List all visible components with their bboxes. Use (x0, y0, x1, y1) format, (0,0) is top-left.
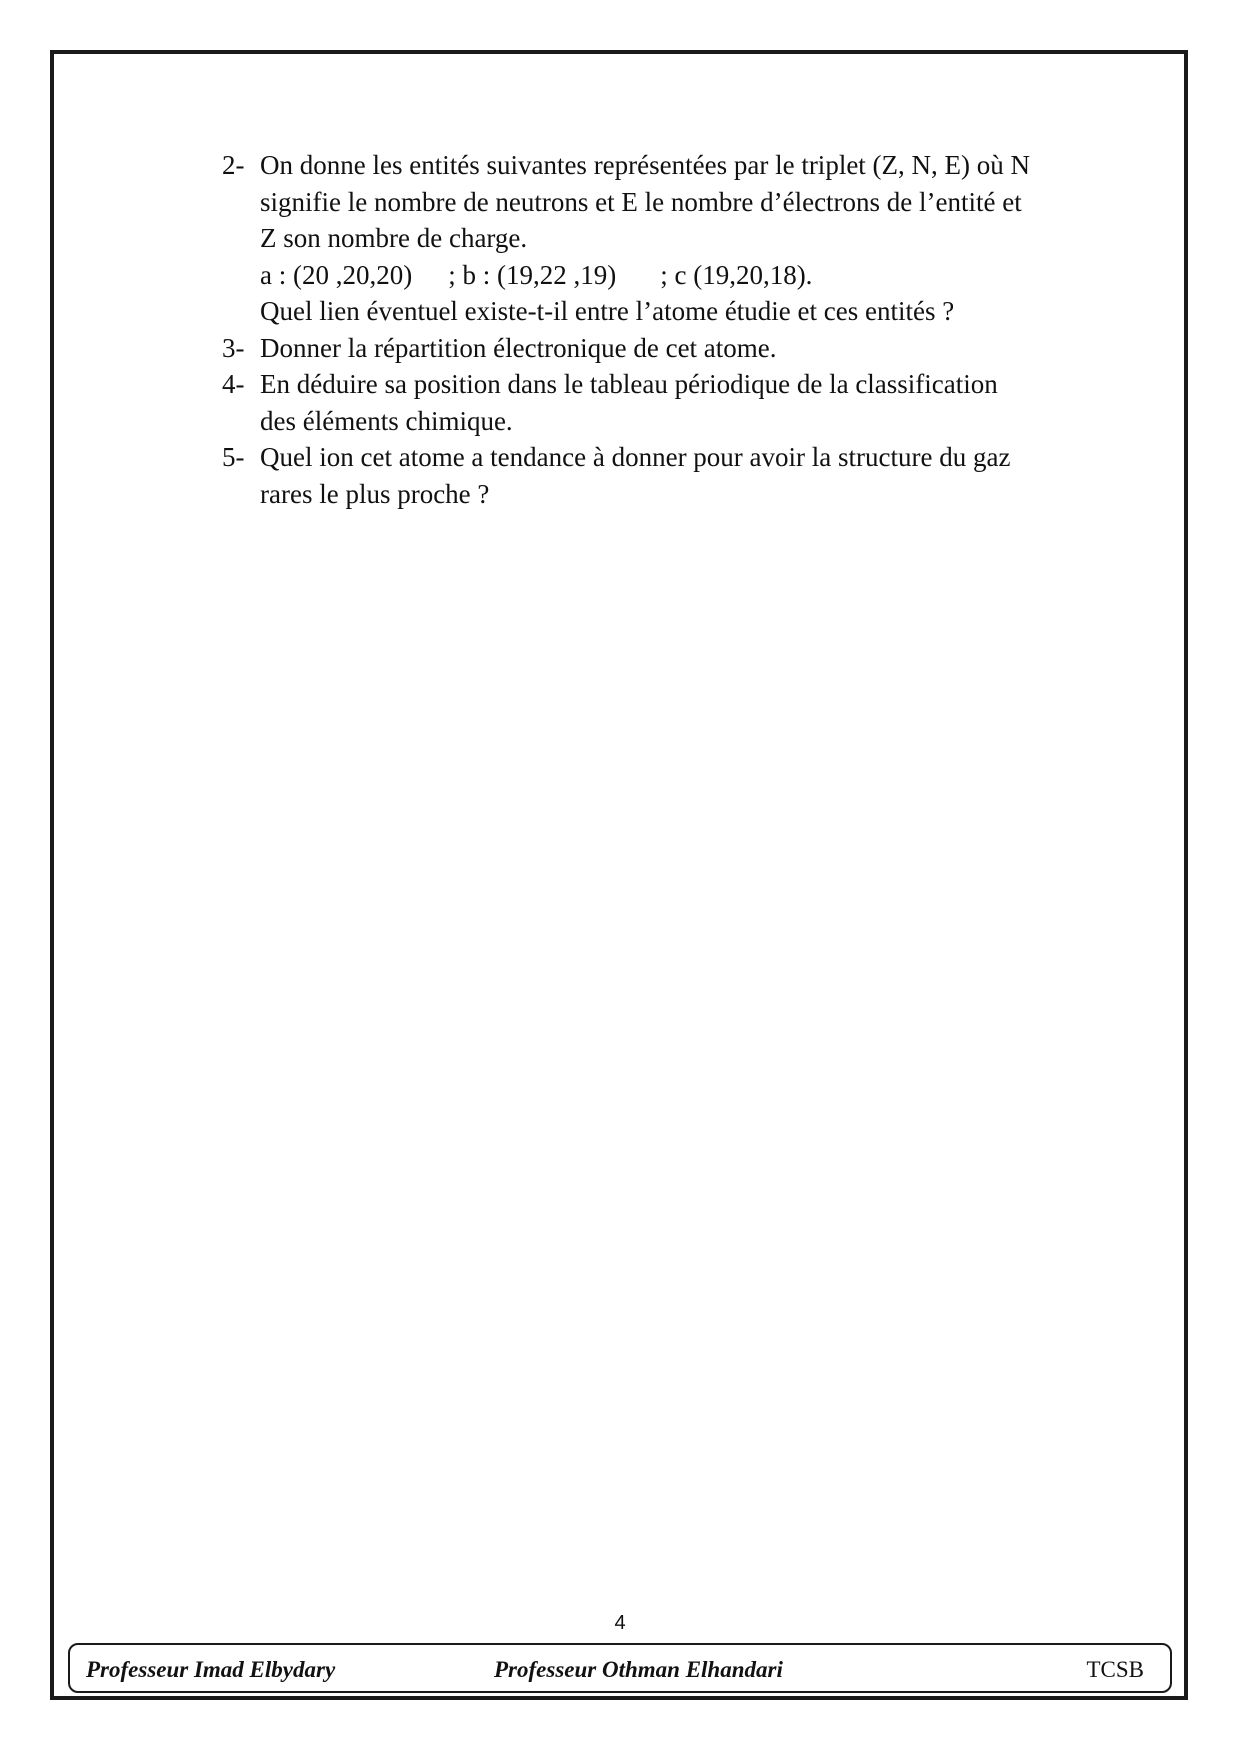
exercise-content (222, 147, 1122, 512)
footer-author-2: Professeur Othman Elhandari (494, 1657, 783, 1682)
question-number: 2- (222, 150, 245, 180)
footer (68, 1643, 1172, 1693)
entity-c: ; c (19,20,18). (660, 259, 813, 290)
question-text-line: rares le plus proche ? (260, 478, 490, 509)
entity-b: ; b : (19,22 ,19) (448, 259, 617, 290)
question-text-line: Quel ion cet atome a tendance à donner pour avoir la structure du gaz (260, 442, 1011, 472)
footer-class: TCSB (1086, 1657, 1144, 1682)
question-text-line: En déduire sa position dans le tableau périodique de la classification (260, 369, 998, 399)
question-text-line: Z son nombre de charge. (260, 223, 528, 253)
entities-line (260, 257, 1122, 294)
question-number: 4- (222, 369, 245, 399)
question-text-line: On donne les entités suivantes représentées par le triplet (Z, N, E) où N (260, 150, 1031, 180)
question-text-line: signifie le nombre de neutrons et E le nombre d’électrons de l’entité et (260, 186, 1022, 217)
footer-author-1: Professeur Imad Elbydary (86, 1657, 336, 1682)
question-follow-up: Quel lien éventuel existe-t-il entre l’atome étudie et ces entités ? (260, 296, 955, 326)
question-3 (222, 330, 1122, 367)
question-text-line: des éléments chimique. (260, 405, 513, 436)
question-4 (222, 366, 1122, 439)
question-5 (222, 439, 1122, 512)
question-2 (222, 147, 1122, 330)
question-text-line: Donner la répartition électronique de cet atome. (260, 332, 777, 363)
question-number: 5- (222, 442, 245, 472)
question-number: 3- (222, 332, 245, 363)
page-number: 4 (614, 1612, 626, 1634)
entity-a: a : (20 ,20,20) (260, 259, 413, 290)
